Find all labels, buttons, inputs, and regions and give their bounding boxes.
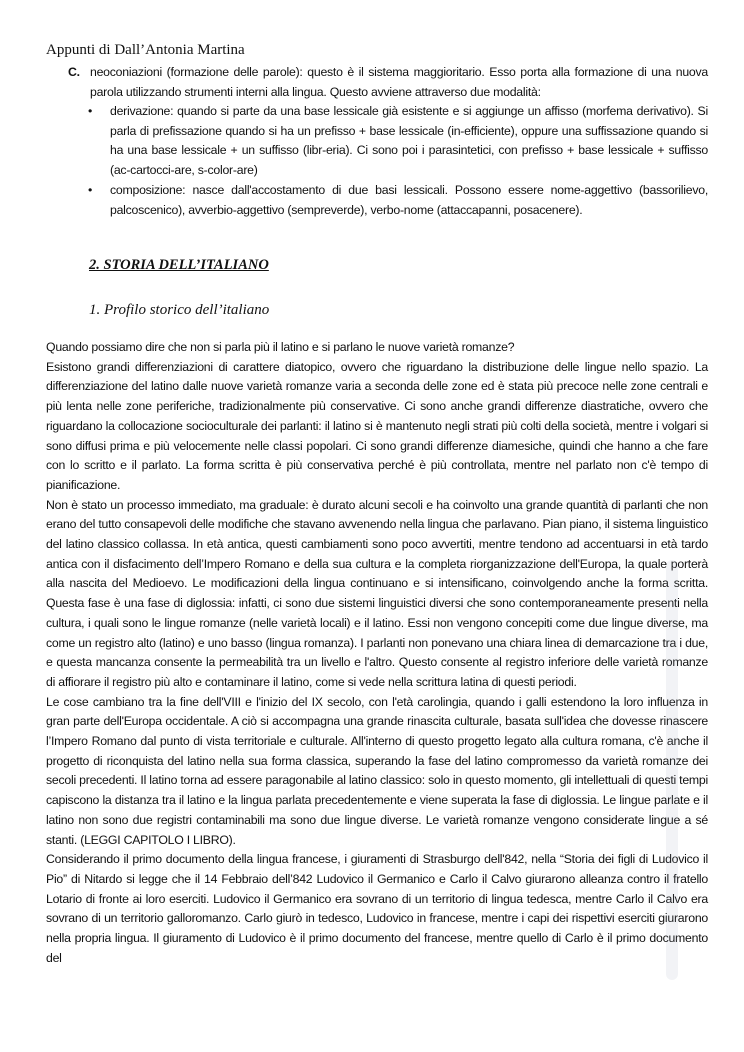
bullet-list (88, 102, 708, 220)
list-marker: C. (68, 65, 80, 79)
section-heading: 2. STORIA DELL’ITALIANO (89, 257, 269, 273)
list-item-text: neoconiazioni (formazione delle parole): questo è il sistema maggioritario. Esso porta alla formazione di una nuova parola utilizzando strumenti interni alla lingua. Questo avviene attraverso due modalità: (90, 65, 708, 99)
subsection-heading: 1. Profilo storico dell’italiano (89, 302, 270, 318)
bullet-text: composizione: nasce dall'accostamento di due basi lessicali. Possono essere nome-aggettivo (bassorilievo, palcoscenico), avverbio-aggettivo (sempreverde), verbo-nome (attaccapanni, posacenere). (110, 182, 708, 217)
bullet-text: derivazione: quando si parte da una base lessicale già esistente e si aggiunge un affisso (morfema derivativo). Si parla di prefissazione quando si ha un prefisso + base lessicale (in-efficiente), oppure una suffissazione quando si ha una base lessicale + un suffisso (libr-eria). Ci sono poi i parasintetici, con prefisso + base lessicale + suffisso (ac-cartocci-are, s-color-are) (110, 104, 708, 178)
paragraph: Quando possiamo dire che non si parla più il latino e si parlano le nuove varietà romanze? (46, 340, 515, 354)
body-text (46, 338, 708, 969)
bullet-icon: • (88, 182, 93, 197)
paragraph: Esistono grandi differenziazioni di carattere diatopico, ovvero che riguardano la distribuzione delle lingue nello spazio. La differenziazione del latino dalle nuove varietà romanze varia a seconda delle zone ed è stata più precoce nelle zone centrali e più lenta nelle zone periferiche, tradizionalmente più conservative. Ci sono anche grandi differenze diastratiche, ovvero che riguardano la collocazione socioculturale dei parlanti: il latino si è mantenuto negli strati più colti della società, mentre i volgari si sono diffusi prima e più velocemente nelle classi popolari. Ci sono grandi differenze diamesiche, quindi che hanno a che fare con lo scritto e il parlato. La forma scritta è più conservativa perché è più controllata, mentre nel parlato non c'è tempo di pianificazione. (46, 359, 708, 492)
bullet-item-composizione (88, 181, 708, 220)
page-header: Appunti di Dall’Antonia Martina (46, 42, 245, 58)
paragraph: Le cose cambiano tra la fine dell'VIII e l'inizio del IX secolo, con l'età carolingia, quando i galli estendono la loro influenza in gran parte dell'Europa occidentale. A ciò si accompagna una grande rinascita culturale, basata sull'idea che dovesse rinascere l’Impero Romano dal punto di vista territoriale e culturale. All'interno di questo progetto legato alla cultura romana, c'è anche il progetto di riconquista del latino nella sua forma classica, superando la fase del latino compromesso da varietà romanze dei secoli precedenti. Il latino torna ad essere paragonabile al latino classico: solo in questo momento, gli intellettuali di questi tempi capiscono la distanza tra il latino e la lingua parlata precedentemente e viene superata la fase di diglossia. Le lingue parlate e il latino non sono due registri contaminabili ma sono due lingue diverse. Le varietà romanze vengono considerate lingue a sé stanti. (LEGGI CAPITOLO I LIBRO). (46, 694, 708, 847)
paragraph: Non è stato un processo immediato, ma graduale: è durato alcuni secoli e ha coinvolto una grande quantità di parlanti che non erano del tutto consapevoli delle modifiche che stavano avvenendo nella lingua che parlavano. Pian piano, il sistema linguistico del latino classico collassa. In età antica, questi cambiamenti sono poco avvertiti, mentre tendono ad accentuarsi in età tardo antica con il disfacimento dell’Impero Romano e della sua cultura e la completa riorganizzazione dell'Europa, la quale porterà alla nascita del Medioevo. Le modificazioni della lingua continuano e si intensificano, coinvolgendo anche la forma scritta. Questa fase è una fase di diglossia: infatti, ci sono due sistemi linguistici diversi che sono contemporaneamente presenti nella cultura, i quali sono le lingue romanze (nelle varietà locali) e il latino. Essi non vengono concepiti come due lingue diverse, ma come un registro alto (latino) e uno basso (lingua romanza). I parlanti non ponevano una chiara linea di demarcazione tra i due, e questa mancanza consente la permeabilità tra un livello e l'altro. Questo consente al registro inferiore delle varietà romanze di affiorare il registro più alto e contaminare il latino, come si vede nella scrittura latina di questi periodi. (46, 497, 708, 689)
bullet-item-derivazione (88, 102, 708, 181)
watermark-icon (652, 560, 692, 980)
bullet-icon: • (88, 104, 93, 118)
paragraph: Considerando il primo documento della lingua francese, i giuramenti di Strasburgo dell'842, nella “Storia dei figli di Ludovico il Pio” di Nitardo si legge che il 14 Febbraio dell’842 Ludovico il Germanico e Carlo il Calvo giurarono alleanza contro il fratello Lotario di fronte ai loro eserciti. Ludovico il Germanico era sovrano di un territorio di lingua tedesca, mentre Carlo il Calvo era sovrano di un territorio galloromanzo. Carlo giurò in tedesco, Ludovico in francese, mentre i capi dei rispettivi eserciti giurarono nella propria lingua. Il giuramento di Ludovico è il primo documento del francese, mentre quello di Carlo è il primo documento del (46, 852, 708, 965)
